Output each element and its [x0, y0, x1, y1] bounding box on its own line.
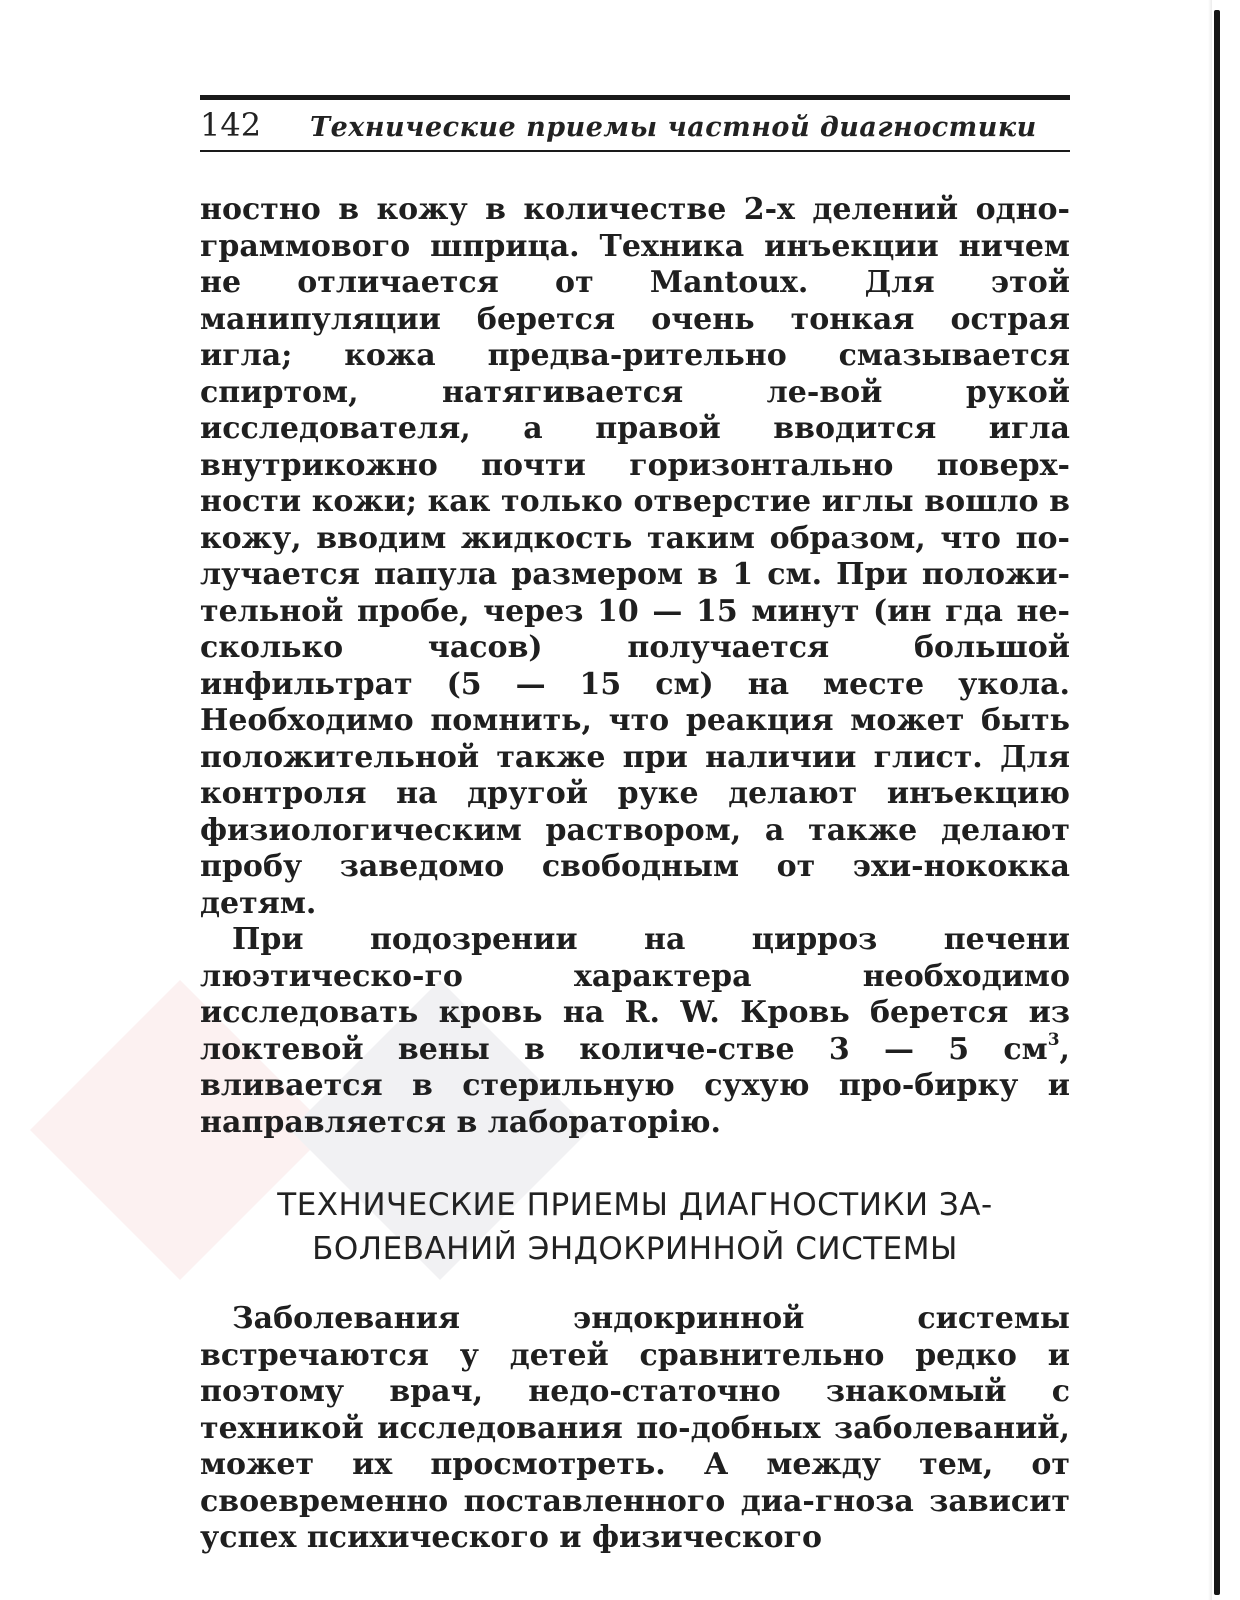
running-head-title: Технические приемы частной диагностики	[310, 112, 1037, 143]
paragraph-3: Заболевания эндокринной системы встречаются у детей сравнительно редко и поэтому врач, недо-статочно знакомый с техникой исследования по-добных заболеваний, может их просмотреть. А между тем, от своевременно поставленного диа-гноза зависит успех психического и физического	[200, 1301, 1070, 1555]
paragraph-2	[200, 922, 1070, 1141]
paragraph-1: ностно в кожу в количестве 2-х делений одно-граммового шприца. Техника инъекции ничем не отличается от Mantoux. Для этой манипуляции берется очень тонкая острая игла; кожа предва-рительно смазывается спиртом, натягивается ле-вой рукой исследователя, а правой вводится игла внутрикожно почти горизонтально поверх-ности кожи; как только отверстие иглы вошло в кожу, вводим жидкость таким образом, что по-лучается папула размером в 1 см. При положи-тельной пробе, через 10 — 15 минут (ин гда не-сколько часов) получается большой инфильтрат (5 — 15 см) на месте укола. Необходимо помнить, что реакция может быть положительной также при наличии глист. Для контроля на другой руке делают инъекцию физиологическим раствором, а также делают пробу заведомо свободным от эхи-нококка детям.	[200, 192, 1070, 921]
section-heading	[200, 1183, 1070, 1271]
scan-shadow	[1208, 0, 1212, 1600]
running-head	[200, 100, 1070, 150]
section-heading-line2: БОЛЕВАНИЙ ЭНДОКРИННОЙ СИСТЕМЫ	[312, 1231, 958, 1267]
paragraph-2-text-a: При подозрении на цирроз печени люэтическо-го характера необходимо исследовать кровь на R. W. Кровь берется из локтевой вены в количе-стве 3 — 5 см	[200, 922, 1070, 1067]
section-heading-line1: ТЕХНИЧЕСКИЕ ПРИЕМЫ ДИАГНОСТИКИ ЗА-	[277, 1187, 993, 1223]
superscript-cubic: 3	[1047, 1029, 1060, 1050]
page-number: 142	[200, 106, 262, 144]
page-body	[200, 95, 1070, 1557]
scan-page-edge	[1214, 10, 1220, 1595]
paragraph-2-text-b: , вливается в стерильную сухую про-бирку и направляется в лабораторiю.	[200, 1031, 1070, 1140]
